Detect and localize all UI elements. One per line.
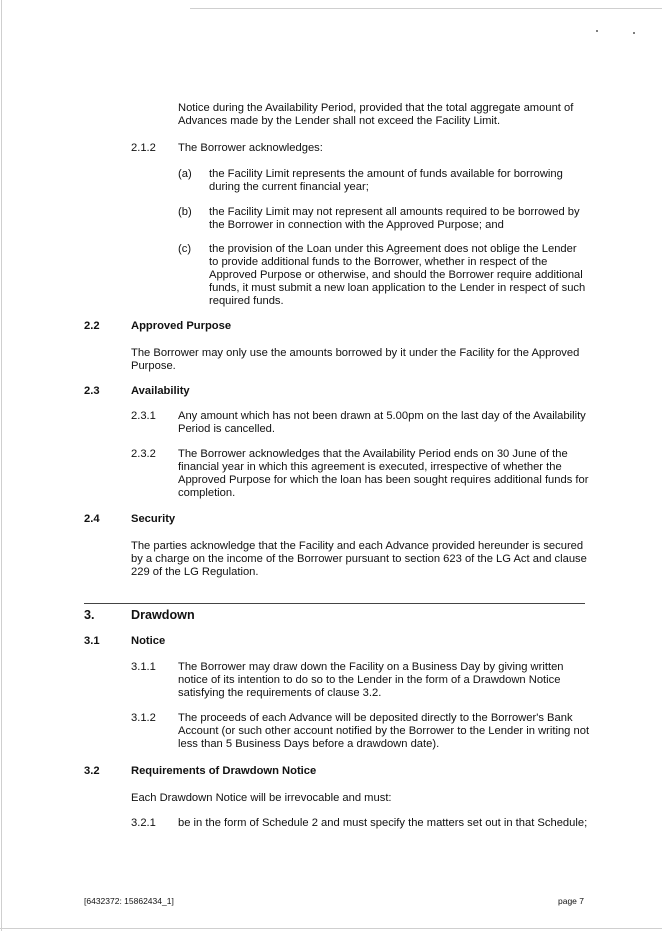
clause-number: 2.1.2 bbox=[131, 142, 156, 154]
section-number: 2.2 bbox=[84, 320, 100, 332]
text-line: Approved Purpose for which the loan has been sought requires additional funds for bbox=[178, 474, 589, 486]
list-label: (c) bbox=[178, 243, 192, 255]
text-line: the Facility Limit may not represent all amounts required to be borrowed by bbox=[209, 206, 580, 218]
text-line: The Borrower may draw down the Facility on a Business Day by giving written bbox=[178, 661, 564, 673]
text-line: Advances made by the Lender shall not exceed the Facility Limit. bbox=[178, 115, 501, 127]
text-line: the provision of the Loan under this Agreement does not oblige the Lender bbox=[209, 243, 577, 255]
scan-speck bbox=[596, 30, 598, 32]
list-label: (a) bbox=[178, 168, 192, 180]
text-line: during the current financial year; bbox=[209, 181, 369, 193]
text-line: The Borrower acknowledges that the Availability Period ends on 30 June of the bbox=[178, 448, 568, 460]
scan-speck bbox=[633, 32, 635, 34]
text-line: Any amount which has not been drawn at 5.00pm on the last day of the Availability bbox=[178, 410, 586, 422]
text-line: less than 5 Business Days before a drawdown date). bbox=[178, 738, 440, 750]
text-line: to provide additional funds to the Borrower, whether in respect of the bbox=[209, 256, 548, 268]
text-line: Purpose. bbox=[131, 360, 176, 372]
page-left-edge bbox=[1, 0, 2, 931]
text-line: Each Drawdown Notice will be irrevocable and must: bbox=[131, 792, 392, 804]
section-heading: Drawdown bbox=[131, 608, 195, 622]
section-heading: Availability bbox=[131, 385, 190, 397]
text-line: by a charge on the income of the Borrower pursuant to section 623 of the LG Act and clause bbox=[131, 553, 587, 565]
text-line: Approved Purpose or otherwise, and should the Borrower require additional bbox=[209, 269, 583, 281]
text-line: the Facility Limit represents the amount of funds available for borrowing bbox=[209, 168, 563, 180]
text-line: 229 of the LG Regulation. bbox=[131, 566, 259, 578]
clause-number: 3.1.1 bbox=[131, 661, 156, 673]
section-divider bbox=[84, 603, 585, 604]
text-line: Account (or such other account notified by the Borrower to the Lender in writing not bbox=[178, 725, 590, 737]
section-heading: Requirements of Drawdown Notice bbox=[131, 765, 317, 777]
text-line: financial year in which this agreement is executed, irrespective of whether the bbox=[178, 461, 562, 473]
clause-number: 2.3.1 bbox=[131, 410, 156, 422]
text-line: The proceeds of each Advance will be deposited directly to the Borrower's Bank bbox=[178, 712, 573, 724]
section-heading: Approved Purpose bbox=[131, 320, 232, 332]
text-line: satisfying the requirements of clause 3.2. bbox=[178, 687, 382, 699]
section-number: 3.1 bbox=[84, 635, 100, 647]
section-number: 2.4 bbox=[84, 513, 100, 525]
clause-text: The Borrower acknowledges: bbox=[178, 142, 323, 154]
text-line: notice of its intention to do so to the Lender in the form of a Drawdown Notice bbox=[178, 674, 561, 686]
text-line: funds, it must submit a new loan application to the Lender in respect of such bbox=[209, 282, 586, 294]
text-line: The Borrower may only use the amounts borrowed by it under the Facility for the Approved bbox=[131, 347, 580, 359]
clause-number: 3.1.2 bbox=[131, 712, 156, 724]
text-line: Notice during the Availability Period, provided that the total aggregate amount of bbox=[178, 102, 574, 114]
document-reference: [6432372: 15862434_1] bbox=[84, 896, 174, 906]
text-line: completion. bbox=[178, 487, 236, 499]
section-number: 2.3 bbox=[84, 385, 100, 397]
section-number: 3. bbox=[84, 608, 95, 622]
section-heading: Security bbox=[131, 513, 176, 525]
list-label: (b) bbox=[178, 206, 192, 218]
text-line: required funds. bbox=[209, 295, 284, 307]
section-heading: Notice bbox=[131, 635, 166, 647]
text-line: the Borrower in connection with the Approved Purpose; and bbox=[209, 219, 504, 231]
section-number: 3.2 bbox=[84, 765, 100, 777]
page-top-edge bbox=[190, 8, 662, 9]
text-line: The parties acknowledge that the Facility and each Advance provided hereunder is secured bbox=[131, 540, 584, 552]
text-line: Period is cancelled. bbox=[178, 423, 276, 435]
page-bottom-edge bbox=[0, 928, 662, 929]
page-number: page 7 bbox=[558, 896, 584, 906]
text-line: be in the form of Schedule 2 and must specify the matters set out in that Schedule; bbox=[178, 817, 588, 829]
clause-number: 3.2.1 bbox=[131, 817, 156, 829]
clause-number: 2.3.2 bbox=[131, 448, 156, 460]
